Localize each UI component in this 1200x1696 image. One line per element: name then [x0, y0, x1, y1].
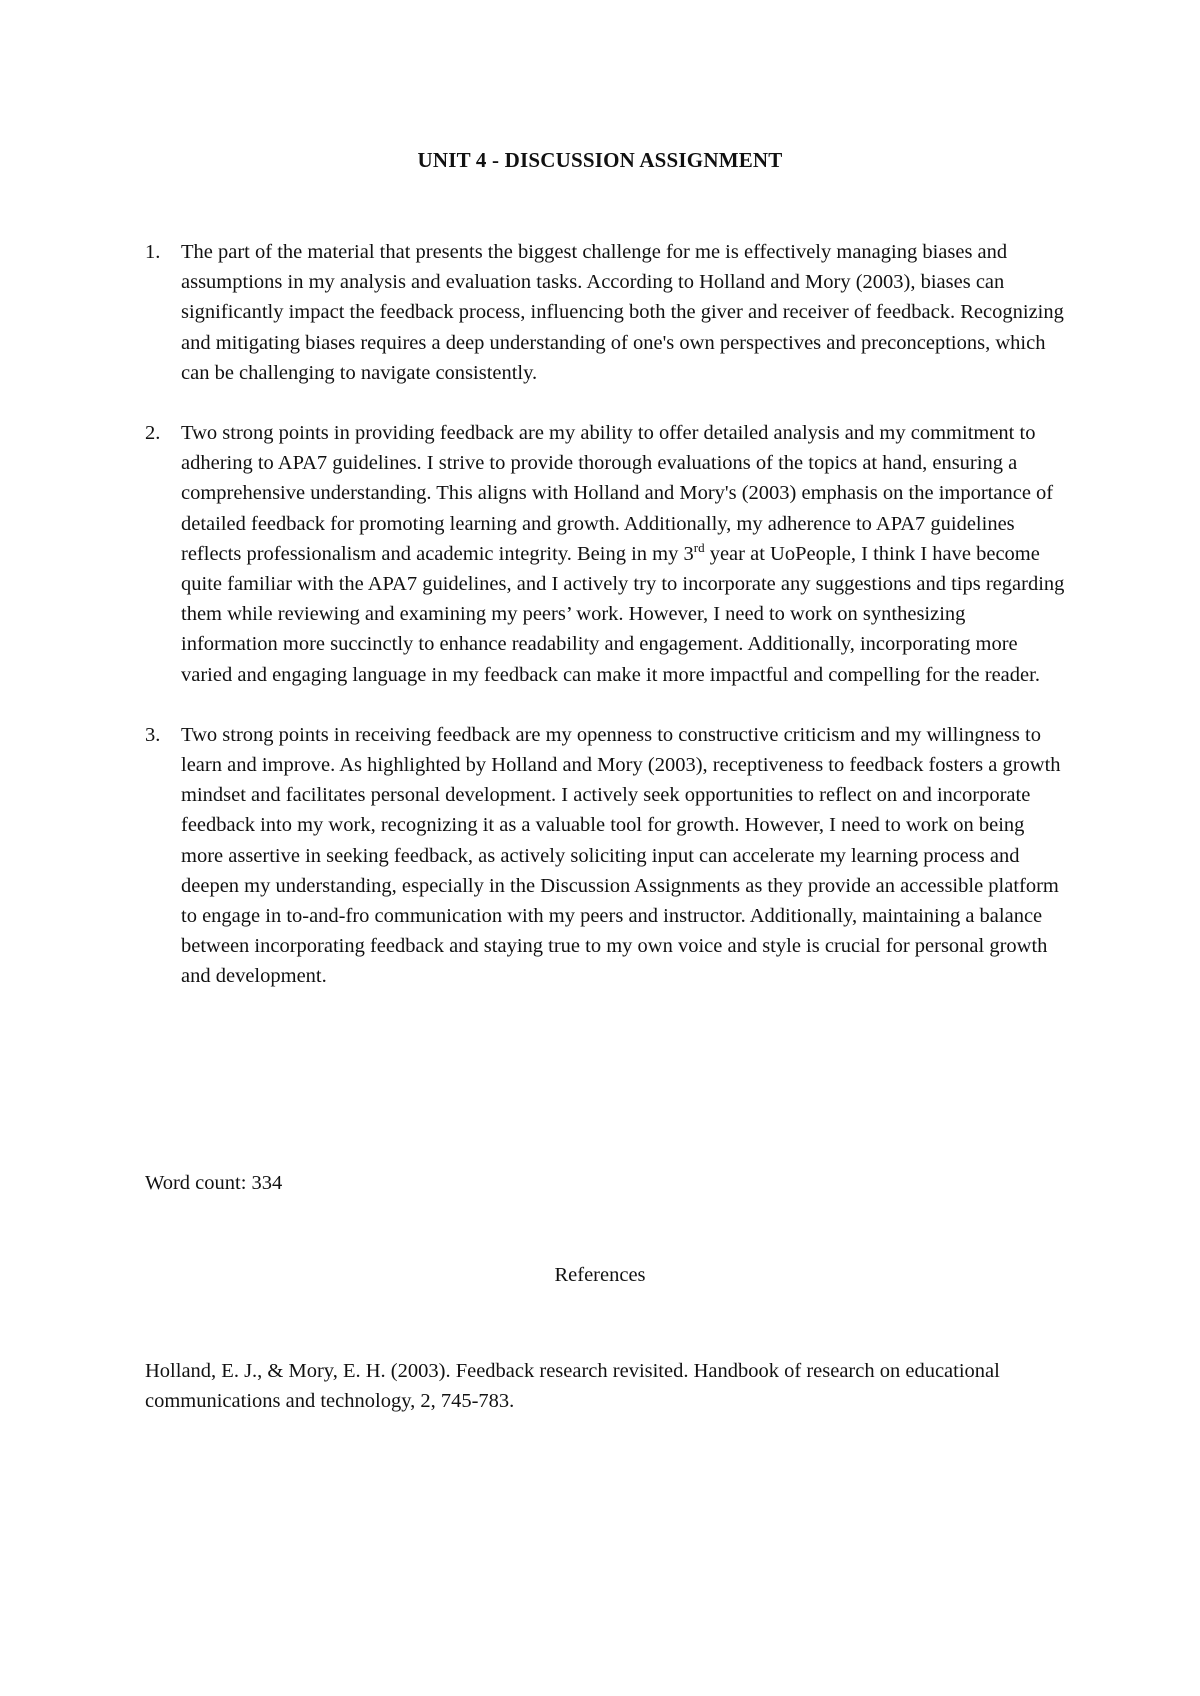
list-item — [145, 720, 1065, 992]
list-item — [145, 237, 1065, 388]
page-title: UNIT 4 - DISCUSSION ASSIGNMENT — [417, 148, 783, 172]
list-item-text: The part of the material that presents the biggest challenge for me is effectively managing biases and assumptions in my analysis and evaluation tasks. According to Holland and Mory (2003), biases can significantly impact the feedback process, influencing both the giver and receiver of feedback. Recognizing and mitigating biases requires a deep understanding of one's own perspectives and preconceptions, which can be challenging to navigate consistently. — [181, 241, 1064, 384]
word-count: Word count: 334 — [145, 1172, 283, 1194]
numbered-list — [145, 237, 1065, 1022]
reference-entry: Holland, E. J., & Mory, E. H. (2003). Feedback research revisited. Handbook of research on educational communications and technology, 2, 745-783. — [145, 1360, 1000, 1413]
list-number: 1. — [145, 241, 161, 263]
list-item — [145, 418, 1065, 690]
references-heading: References — [554, 1264, 646, 1286]
list-item-text-after-superscript: year at UoPeople, I think I have become quite familiar with the APA7 guidelines, and I actively try to incorporate any suggestions and tips regarding them while reviewing and examining my peers’ work. However, I need to work on synthesizing information more succinctly to enhance readability and engagement. Additionally, incorporating more varied and engaging language in my feedback can make it more impactful and compelling for the reader. — [181, 542, 1065, 686]
list-item-text-before-superscript: Two strong points in providing feedback are my ability to offer detailed analysis and my commitment to adhering to APA7 guidelines. I strive to provide thorough evaluations of the topics at hand, ensuring a comprehensive understanding. This aligns with Holland and Mory's (2003) emphasis on the importance of detailed feedback for promoting learning and growth. Additionally, my adherence to APA7 guidelines reflects professionalism and academic integrity. Being in my 3 — [181, 422, 1054, 565]
list-item-text: Two strong points in receiving feedback are my openness to constructive criticism and my willingness to learn and improve. As highlighted by Holland and Mory (2003), receptiveness to feedback fosters a growth mindset and facilitates personal development. I actively seek opportunities to reflect on and incorporate feedback into my work, recognizing it as a valuable tool for growth. However, I need to work on being more assertive in seeking feedback, as actively soliciting input can accelerate my learning process and deepen my understanding, especially in the Discussion Assignments as they provide an accessible platform to engage in to-and-fro communication with my peers and instructor. Additionally, maintaining a balance between incorporating feedback and staying true to my own voice and style is crucial for personal growth and development. — [181, 723, 1061, 988]
list-number: 2. — [145, 422, 161, 445]
list-number: 3. — [145, 723, 161, 746]
ordinal-superscript: rd — [693, 540, 705, 555]
